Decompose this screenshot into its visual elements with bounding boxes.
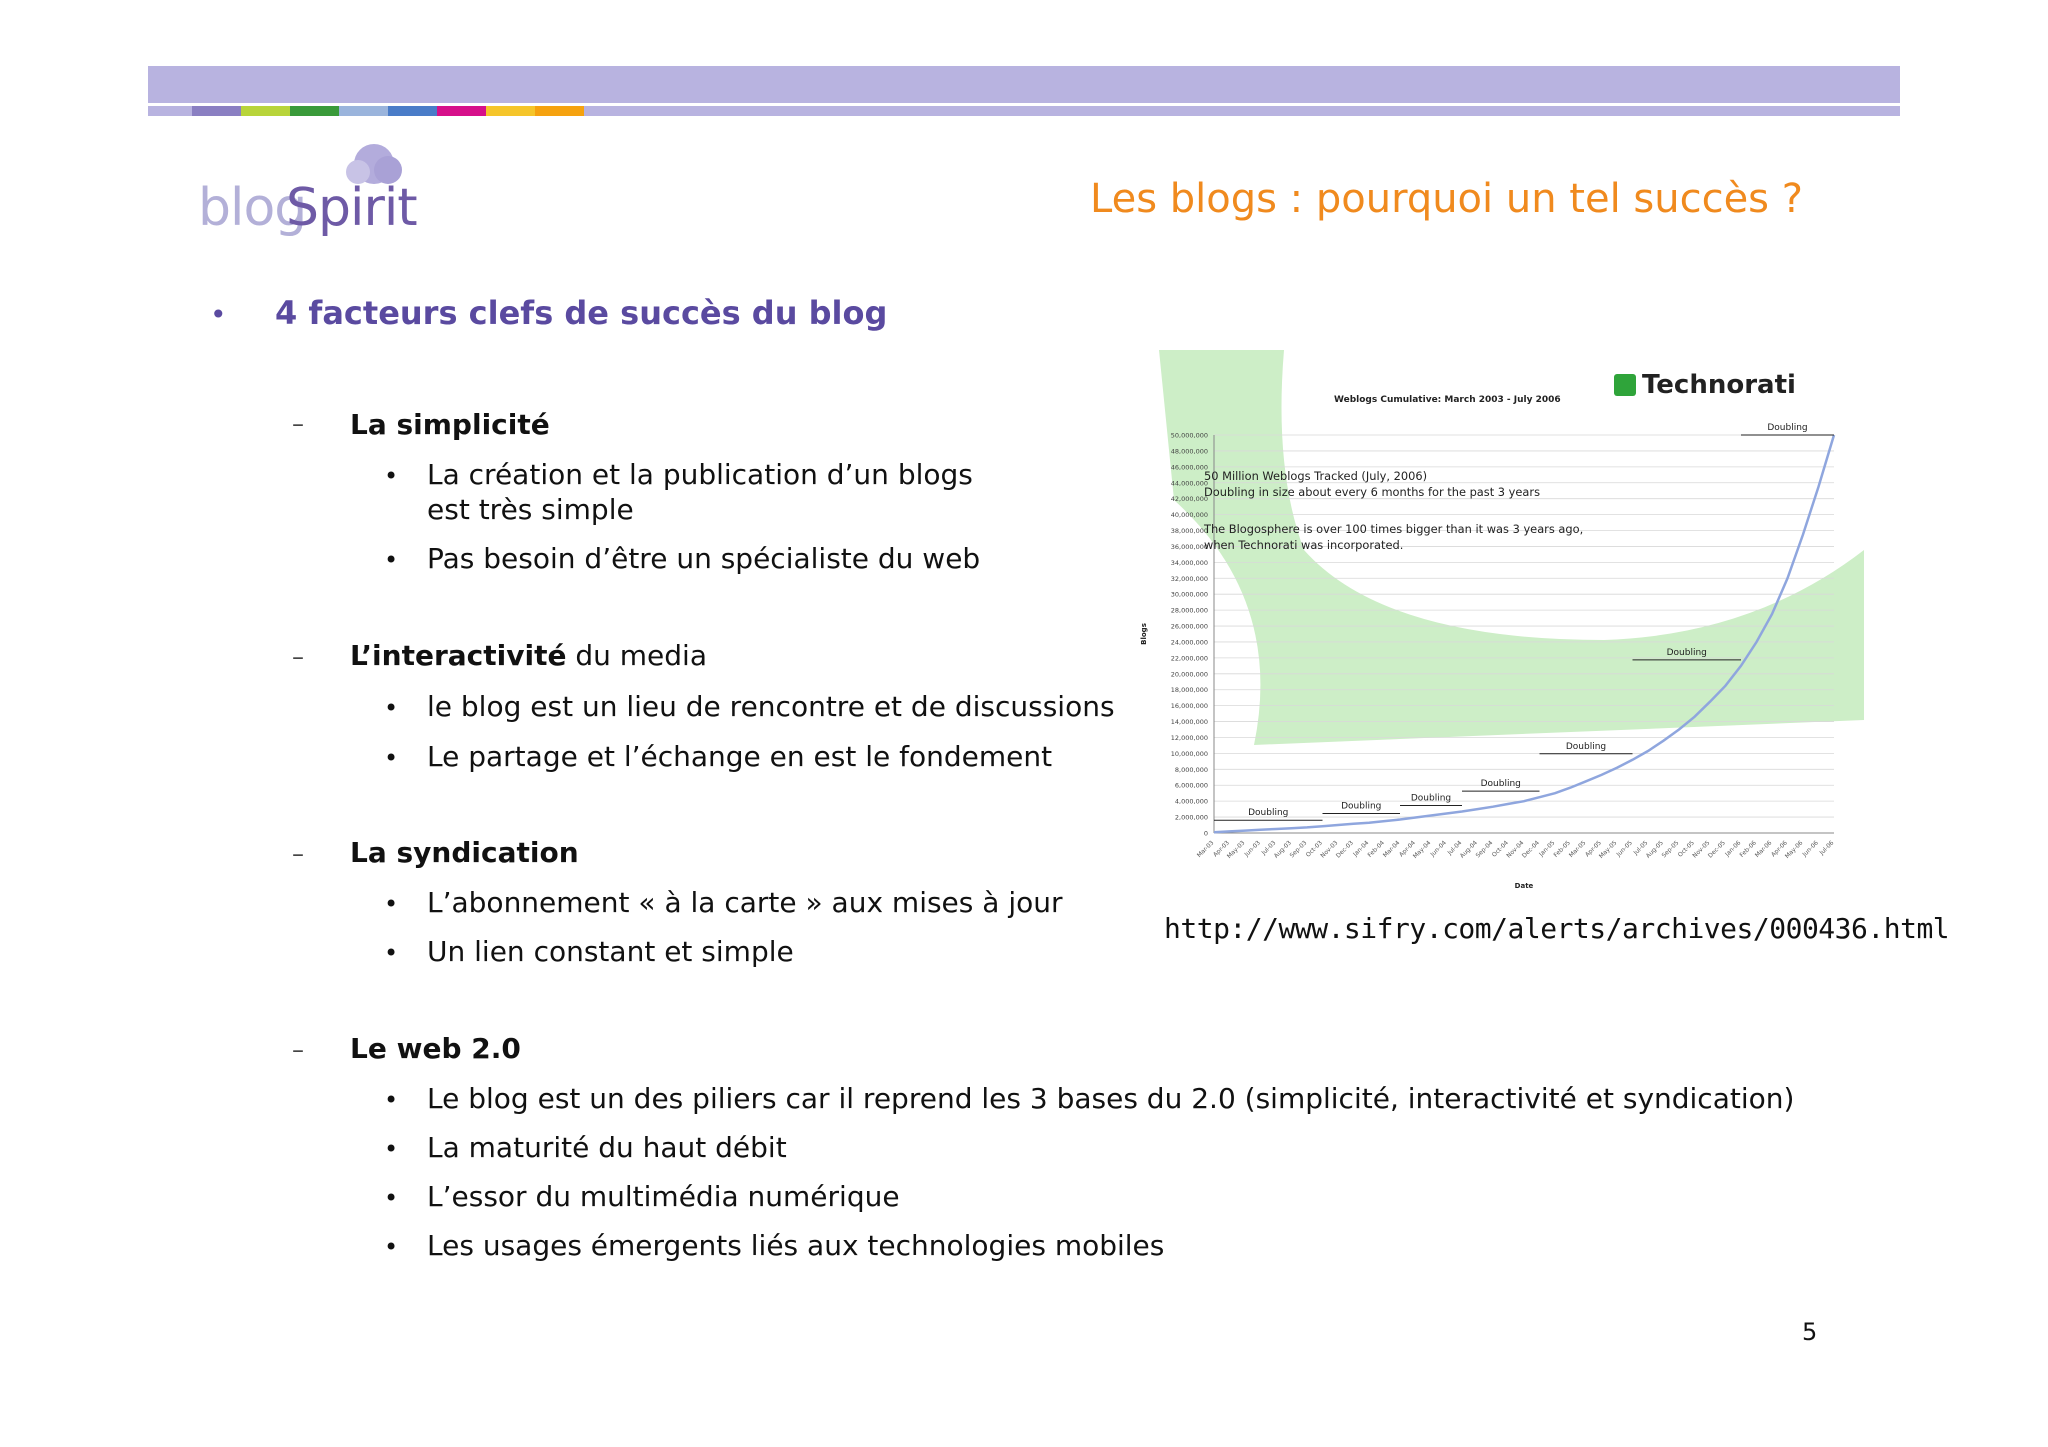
doubling-label: Doubling bbox=[1767, 423, 1808, 433]
blogspirit-logo bbox=[196, 140, 416, 250]
color-swatch bbox=[339, 106, 388, 116]
header-band bbox=[148, 66, 1900, 103]
x-tick-label: Mar-04 bbox=[1381, 839, 1402, 860]
y-tick-label: 32,000,000 bbox=[1170, 574, 1208, 583]
section-title-bold: L’interactivité bbox=[350, 639, 567, 672]
chart-annotation: Doubling in size about every 6 months for the past 3 years bbox=[1204, 485, 1541, 499]
section-title-bold: Le web 2.0 bbox=[350, 1032, 521, 1065]
list-item: Pas besoin d’être un spécialiste du web bbox=[427, 542, 981, 575]
section-title-bold: La syndication bbox=[350, 836, 579, 869]
x-tick-label: Sep-04 bbox=[1474, 839, 1495, 860]
section-title-bold: La simplicité bbox=[350, 408, 550, 441]
x-tick-label: Apr-04 bbox=[1397, 839, 1417, 859]
list-item: Les usages émergents liés aux technologies mobiles bbox=[427, 1229, 1165, 1262]
y-tick-label: 48,000,000 bbox=[1170, 447, 1208, 456]
y-tick-label: 8,000,000 bbox=[1174, 765, 1208, 774]
x-tick-label: Oct-03 bbox=[1304, 839, 1324, 859]
x-tick-label: Apr-03 bbox=[1211, 839, 1231, 859]
x-tick-label: Oct-05 bbox=[1676, 839, 1696, 859]
chart-annotation: 50 Million Weblogs Tracked (July, 2006) bbox=[1204, 469, 1428, 483]
doubling-label: Doubling bbox=[1480, 779, 1521, 790]
y-tick-label: 50,000,000 bbox=[1170, 431, 1208, 440]
x-tick-label: Feb-04 bbox=[1366, 839, 1386, 859]
x-tick-label: Apr-05 bbox=[1583, 839, 1603, 859]
section-title-interactivite bbox=[350, 639, 707, 672]
x-tick-label: Mar-03 bbox=[1195, 839, 1216, 860]
list-item: Un lien constant et simple bbox=[427, 935, 794, 968]
color-swatch bbox=[290, 106, 339, 116]
logo-text-blog: blog bbox=[198, 178, 307, 238]
list-bullet: • bbox=[384, 890, 399, 918]
page-number: 5 bbox=[1802, 1318, 1818, 1346]
y-tick-label: 28,000,000 bbox=[1170, 606, 1208, 615]
list-item-continuation: est très simple bbox=[427, 493, 634, 526]
x-tick-label: Sep-05 bbox=[1660, 839, 1681, 860]
slide-title: Les blogs : pourquoi un tel succès ? bbox=[1090, 176, 1803, 222]
section-title-web20 bbox=[350, 1032, 521, 1065]
list-item: L’abonnement « à la carte » aux mises à jour bbox=[427, 886, 1063, 919]
section-title-syndication bbox=[350, 836, 579, 869]
list-item: La maturité du haut débit bbox=[427, 1131, 787, 1164]
x-tick-label: Dec-05 bbox=[1706, 839, 1727, 860]
y-tick-label: 0 bbox=[1203, 829, 1208, 838]
list-bullet: • bbox=[384, 1135, 399, 1163]
x-tick-label: Apr-06 bbox=[1769, 839, 1789, 859]
section-dash: – bbox=[292, 410, 304, 438]
x-tick-label: Aug-04 bbox=[1458, 839, 1479, 860]
x-tick-label: Jan-04 bbox=[1351, 839, 1371, 858]
doubling-label: Doubling bbox=[1341, 801, 1382, 812]
x-tick-label: Aug-05 bbox=[1644, 839, 1665, 860]
x-tick-label: May-03 bbox=[1225, 839, 1247, 861]
doubling-label: Doubling bbox=[1565, 741, 1607, 752]
x-tick-label: Jul-06 bbox=[1818, 839, 1836, 857]
x-tick-label: Nov-03 bbox=[1319, 839, 1340, 860]
x-tick-label: Jul-05 bbox=[1632, 839, 1650, 857]
list-bullet: • bbox=[384, 1233, 399, 1261]
y-tick-label: 12,000,000 bbox=[1170, 733, 1208, 742]
y-tick-label: 24,000,000 bbox=[1170, 638, 1208, 647]
source-url: http://www.sifry.com/alerts/archives/000436.html bbox=[1164, 912, 1950, 945]
list-bullet: • bbox=[384, 462, 399, 490]
x-tick-label: Jan-06 bbox=[1723, 839, 1743, 858]
x-tick-label: May-04 bbox=[1411, 839, 1433, 861]
x-tick-label: Feb-05 bbox=[1552, 839, 1572, 859]
list-bullet: • bbox=[384, 939, 399, 967]
x-tick-label: May-05 bbox=[1597, 839, 1619, 861]
y-tick-label: 36,000,000 bbox=[1170, 542, 1208, 551]
color-swatch bbox=[535, 106, 584, 116]
color-swatch bbox=[437, 106, 486, 116]
doubling-label: Doubling bbox=[1248, 808, 1289, 819]
y-tick-label: 16,000,000 bbox=[1170, 702, 1208, 711]
chart-annotation: The Blogosphere is over 100 times bigger than it was 3 years ago, bbox=[1204, 522, 1584, 536]
y-tick-label: 4,000,000 bbox=[1174, 797, 1208, 806]
x-tick-label: Jun-04 bbox=[1429, 839, 1448, 858]
y-tick-label: 2,000,000 bbox=[1174, 813, 1208, 822]
list-item: Le partage et l’échange en est le fondement bbox=[427, 740, 1053, 773]
y-tick-label: 22,000,000 bbox=[1170, 654, 1208, 663]
x-tick-label: Oct-04 bbox=[1490, 839, 1510, 859]
section-dash: – bbox=[292, 643, 304, 671]
list-bullet: • bbox=[384, 546, 399, 574]
x-tick-label: Jun-06 bbox=[1801, 839, 1820, 858]
color-swatch bbox=[241, 106, 290, 116]
doubling-label: Doubling bbox=[1410, 793, 1452, 804]
y-tick-label: 10,000,000 bbox=[1170, 749, 1208, 758]
list-bullet: • bbox=[384, 744, 399, 772]
section-dash: – bbox=[292, 1036, 304, 1064]
doubling-label: Doubling bbox=[1666, 647, 1707, 658]
y-tick-label: 18,000,000 bbox=[1170, 686, 1208, 695]
x-tick-label: Nov-05 bbox=[1691, 839, 1712, 860]
list-bullet: • bbox=[384, 1184, 399, 1212]
x-tick-label: Sep-03 bbox=[1288, 839, 1309, 860]
weblogs-growth-chart bbox=[1134, 350, 1874, 895]
main-bullet: • bbox=[210, 298, 227, 331]
section-title-rest: du media bbox=[566, 639, 707, 672]
x-tick-label: May-06 bbox=[1783, 839, 1805, 861]
x-tick-label: Jan-05 bbox=[1537, 839, 1557, 858]
x-tick-label: Jun-03 bbox=[1243, 839, 1262, 858]
color-swatch bbox=[388, 106, 437, 116]
y-tick-label: 14,000,000 bbox=[1170, 718, 1208, 727]
x-tick-label: Jul-04 bbox=[1446, 839, 1464, 857]
x-tick-label: Jul-03 bbox=[1260, 839, 1278, 857]
list-item: Le blog est un des piliers car il reprend les 3 bases du 2.0 (simplicité, interactivité et syndication) bbox=[427, 1082, 1795, 1115]
y-tick-label: 40,000,000 bbox=[1170, 511, 1208, 520]
y-axis-label: Blogs bbox=[1140, 623, 1148, 645]
x-tick-label: Jun-05 bbox=[1615, 839, 1634, 858]
technorati-logo-icon bbox=[1614, 374, 1636, 396]
x-axis-label: Date bbox=[1514, 882, 1534, 890]
x-tick-label: Feb-06 bbox=[1738, 839, 1758, 859]
x-tick-label: Aug-03 bbox=[1272, 839, 1293, 860]
section-dash: – bbox=[292, 840, 304, 868]
chart-brand: Technorati bbox=[1642, 370, 1796, 400]
list-bullet: • bbox=[384, 1086, 399, 1114]
list-bullet: • bbox=[384, 694, 399, 722]
x-tick-label: Mar-05 bbox=[1567, 839, 1588, 860]
list-item: le blog est un lieu de rencontre et de discussions bbox=[427, 690, 1115, 723]
list-item: La création et la publication d’un blogs bbox=[427, 458, 973, 491]
x-tick-label: Dec-04 bbox=[1520, 839, 1541, 860]
y-tick-label: 6,000,000 bbox=[1174, 781, 1208, 790]
chart-annotation: when Technorati was incorporated. bbox=[1204, 538, 1404, 552]
x-tick-label: Mar-06 bbox=[1753, 839, 1774, 860]
y-tick-label: 26,000,000 bbox=[1170, 622, 1208, 631]
y-tick-label: 44,000,000 bbox=[1170, 479, 1208, 488]
y-tick-label: 34,000,000 bbox=[1170, 558, 1208, 567]
y-tick-label: 42,000,000 bbox=[1170, 495, 1208, 504]
main-heading: 4 facteurs clefs de succès du blog bbox=[275, 294, 888, 332]
y-tick-label: 46,000,000 bbox=[1170, 463, 1208, 472]
color-swatch bbox=[192, 106, 241, 116]
chart-title: Weblogs Cumulative: March 2003 - July 2006 bbox=[1334, 395, 1561, 405]
x-tick-label: Dec-03 bbox=[1334, 839, 1355, 860]
y-tick-label: 20,000,000 bbox=[1170, 670, 1208, 679]
y-tick-label: 38,000,000 bbox=[1170, 527, 1208, 536]
color-swatch bbox=[486, 106, 535, 116]
list-item: L’essor du multimédia numérique bbox=[427, 1180, 900, 1213]
logo-text-spirit: Spirit bbox=[286, 178, 417, 238]
section-title-simplicite bbox=[350, 408, 550, 441]
x-tick-label: Nov-04 bbox=[1505, 839, 1526, 860]
y-tick-label: 30,000,000 bbox=[1170, 590, 1208, 599]
